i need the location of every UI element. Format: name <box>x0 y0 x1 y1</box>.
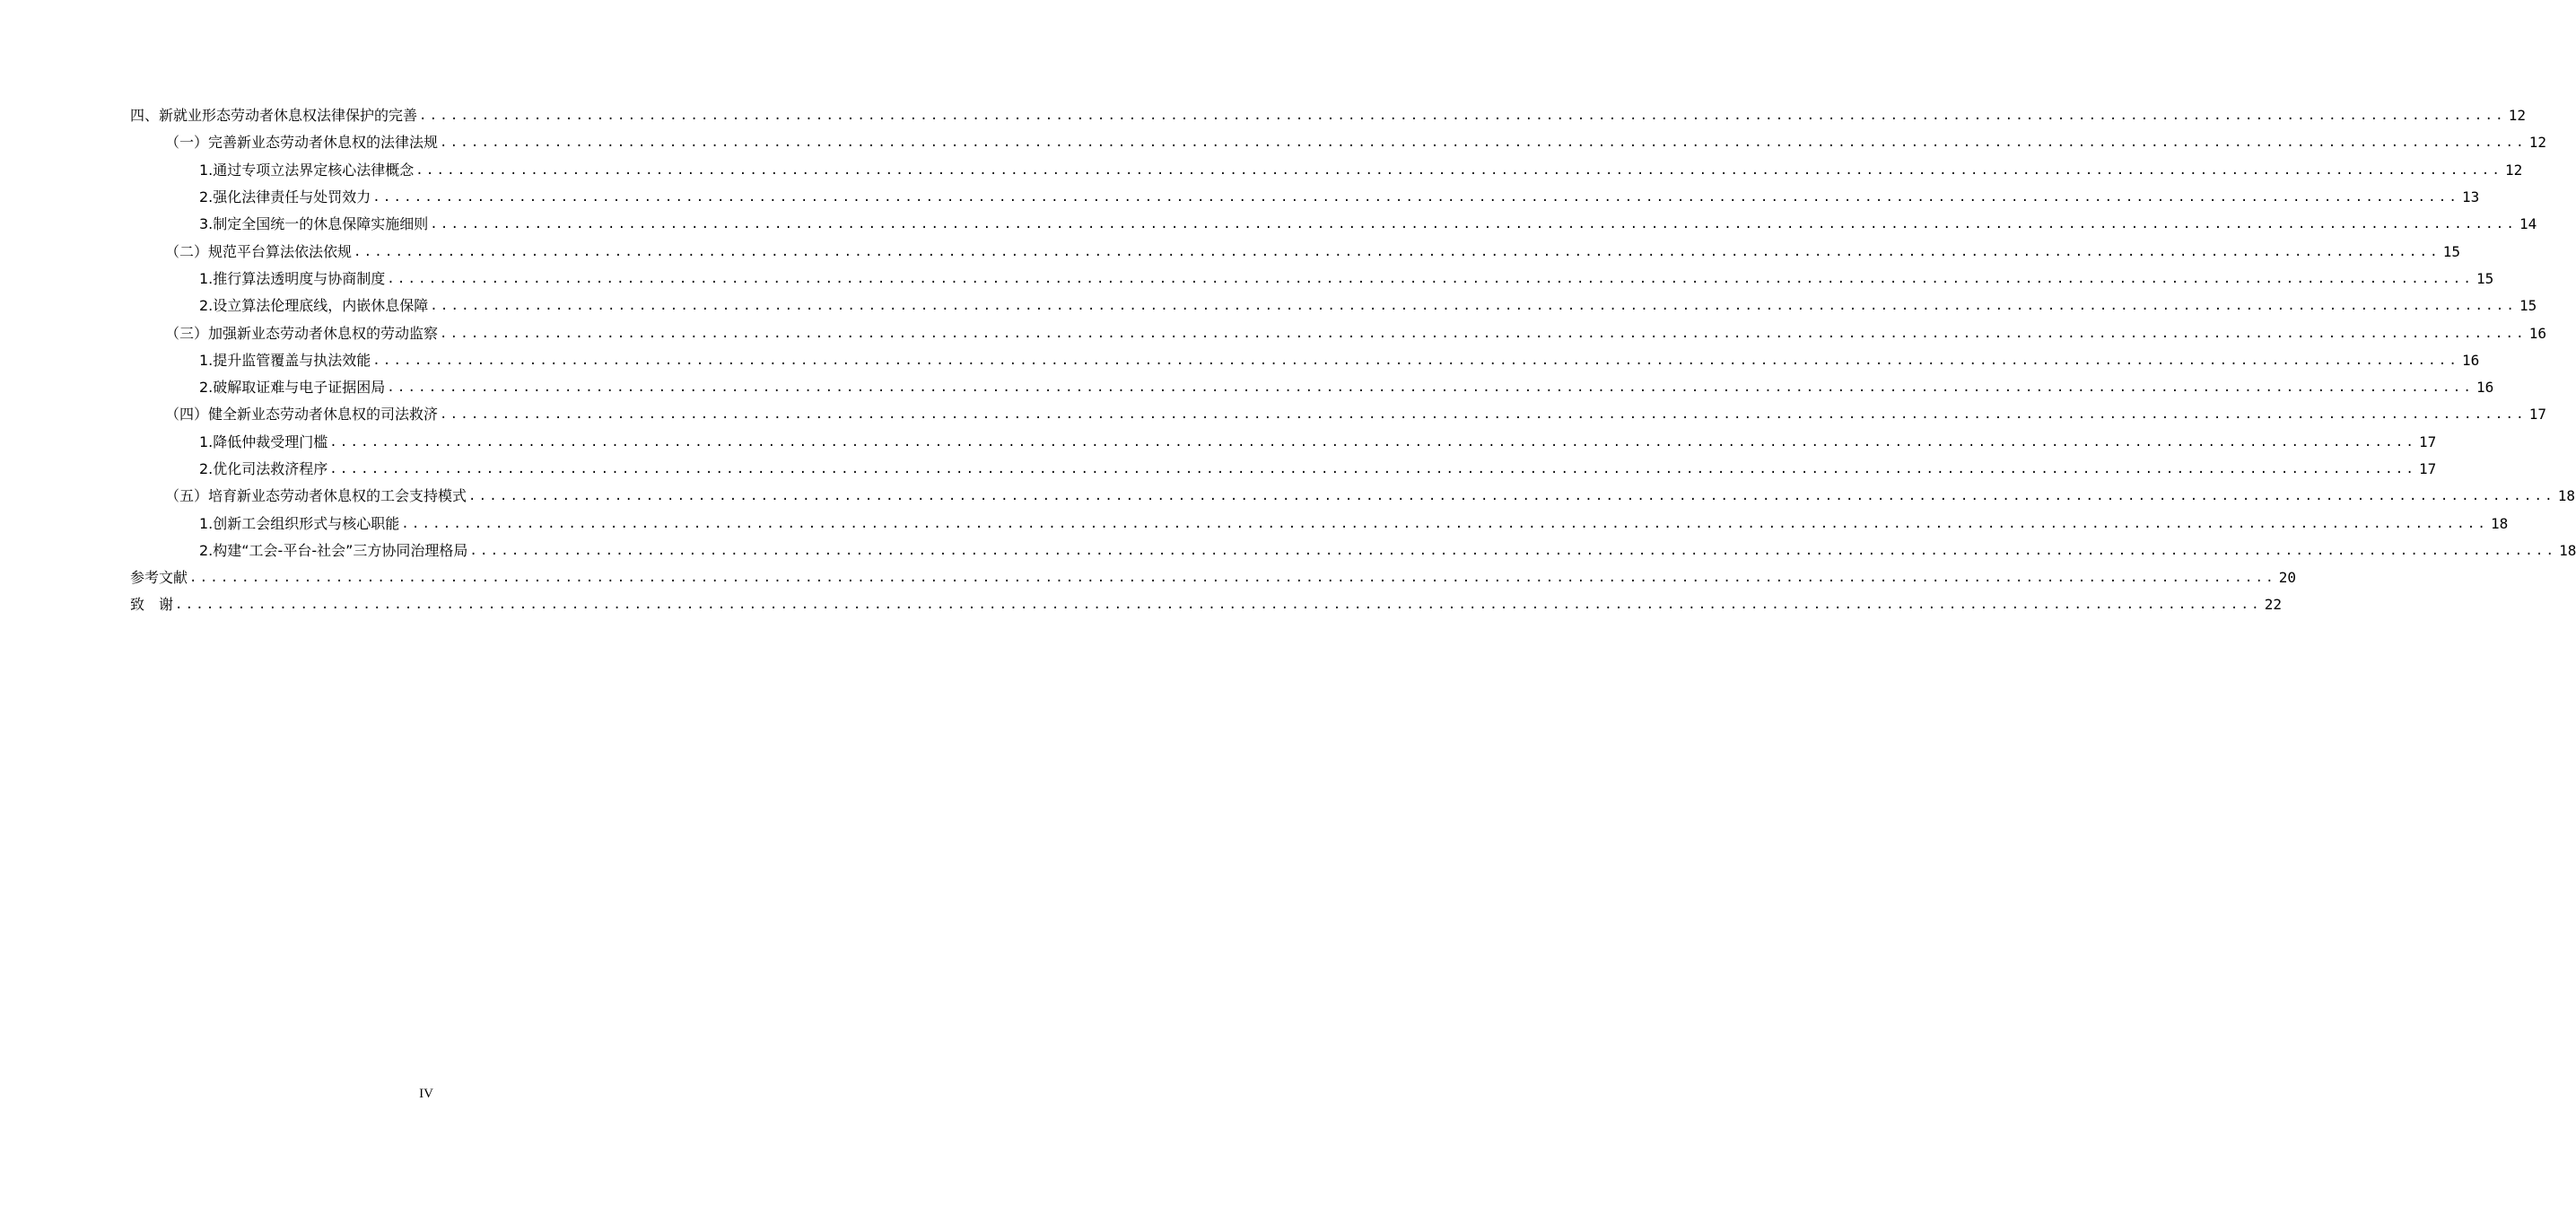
toc-dot-leader: ........................................................................................................................................................................................................ <box>430 299 2518 314</box>
toc-entry-title: 1.推行算法透明度与协商制度 <box>199 269 386 287</box>
toc-entry-title: 1.通过专项立法界定核心法律概念 <box>199 161 415 179</box>
toc-dot-leader: ........................................................................................................................................................................................................ <box>419 109 2506 124</box>
toc-entry-page: 16 <box>2528 324 2547 342</box>
toc-entry-title: （四）健全新业态劳动者休息权的司法救济 <box>165 406 439 424</box>
toc-entry[interactable] <box>0 347 2480 374</box>
toc-entry[interactable] <box>0 456 2437 483</box>
toc-entry-title: 2.破解取证难与电子证据困局 <box>199 379 386 397</box>
toc-dot-leader: ........................................................................................................................................................................................................ <box>372 353 2460 368</box>
toc-entry-title: 2.优化司法救济程序 <box>199 460 328 477</box>
toc-entry[interactable] <box>0 238 2461 265</box>
toc-entry[interactable] <box>0 102 2527 129</box>
toc-entry[interactable] <box>0 266 2494 293</box>
toc-entry[interactable] <box>0 564 2297 591</box>
toc-entry-page: 17 <box>2419 460 2437 477</box>
toc-dot-leader: ........................................................................................................................................................................................................ <box>440 407 2527 423</box>
toc-entry-page: 14 <box>2519 215 2537 233</box>
toc-entry-page: 22 <box>2264 596 2283 614</box>
toc-entry-page: 17 <box>2528 406 2547 424</box>
toc-entry-title: 2.设立算法伦理底线，内嵌休息保障 <box>199 297 429 315</box>
toc-dot-leader: ........................................................................................................................................................................................................ <box>372 190 2460 205</box>
toc-dot-leader: ........................................................................................................................................................................................................ <box>175 598 2262 613</box>
toc-entry-page: 17 <box>2419 433 2437 450</box>
toc-entry-page: 13 <box>2462 188 2480 206</box>
toc-dot-leader: ........................................................................................................................................................................................................ <box>440 135 2527 151</box>
toc-entry-page: 12 <box>2505 161 2523 179</box>
toc-entry-title: （三）加强新业态劳动者休息权的劳动监察 <box>165 324 439 342</box>
toc-dot-leader: ........................................................................................................................................................................................................ <box>401 516 2489 531</box>
toc-entry-page: 20 <box>2278 569 2297 587</box>
toc-entry[interactable] <box>0 293 2537 319</box>
table-of-contents <box>0 102 2576 619</box>
toc-entry[interactable] <box>0 184 2480 211</box>
toc-entry[interactable] <box>0 591 2283 618</box>
toc-entry-page: 15 <box>2519 297 2537 315</box>
toc-entry-page: 15 <box>2476 269 2494 287</box>
toc-dot-leader: ........................................................................................................................................................................................................ <box>329 434 2417 450</box>
toc-entry-title: 参考文献 <box>130 569 188 587</box>
toc-entry[interactable] <box>0 129 2547 156</box>
toc-entry[interactable] <box>0 537 2576 564</box>
toc-dot-leader: ........................................................................................................................................................................................................ <box>415 162 2503 178</box>
toc-entry-title: 1.创新工会组织形式与核心职能 <box>199 514 400 532</box>
toc-entry-title: 1.降低仲裁受理门槛 <box>199 433 328 450</box>
toc-entry[interactable] <box>0 319 2547 346</box>
toc-entry-title: 四、新就业形态劳动者休息权法律保护的完善 <box>130 107 418 125</box>
toc-dot-leader: ........................................................................................................................................................................................................ <box>189 571 2276 586</box>
toc-entry-title: 2.构建“工会-平台-社会”三方协同治理格局 <box>199 541 468 559</box>
toc-dot-leader: ........................................................................................................................................................................................................ <box>468 489 2555 504</box>
toc-entry[interactable] <box>0 510 2509 537</box>
toc-dot-leader: ........................................................................................................................................................................................................ <box>387 271 2475 286</box>
toc-entry-page: 12 <box>2528 134 2547 152</box>
toc-dot-leader: ........................................................................................................................................................................................................ <box>469 543 2557 558</box>
toc-entry-title: 3.制定全国统一的休息保障实施细则 <box>199 215 429 233</box>
toc-entry-title: （五）培育新业态劳动者休息权的工会支持模式 <box>165 487 467 505</box>
toc-entry-page: 16 <box>2476 379 2494 397</box>
toc-dot-leader: ........................................................................................................................................................................................................ <box>329 462 2417 476</box>
toc-entry-page: 18 <box>2491 514 2509 532</box>
toc-entry[interactable] <box>0 157 2523 184</box>
toc-entry-page: 12 <box>2508 107 2527 125</box>
toc-entry[interactable] <box>0 483 2576 510</box>
toc-entry-title: 致 谢 <box>130 596 174 614</box>
toc-dot-leader: ........................................................................................................................................................................................................ <box>387 380 2475 396</box>
toc-entry-page: 15 <box>2442 242 2461 260</box>
toc-entry[interactable] <box>0 211 2537 238</box>
toc-dot-leader: ........................................................................................................................................................................................................ <box>440 326 2527 341</box>
toc-dot-leader: ........................................................................................................................................................................................................ <box>354 244 2441 259</box>
toc-entry-title: （二）规范平台算法依法依规 <box>165 242 353 260</box>
toc-dot-leader: ........................................................................................................................................................................................................ <box>430 217 2518 232</box>
toc-entry-page: 16 <box>2462 351 2480 369</box>
toc-entry[interactable] <box>0 374 2494 401</box>
toc-entry[interactable] <box>0 429 2437 456</box>
page-number: IV <box>419 1087 433 1101</box>
toc-entry-title: （一）完善新业态劳动者休息权的法律法规 <box>165 134 439 152</box>
toc-entry-title: 2.强化法律责任与处罚效力 <box>199 188 371 206</box>
toc-entry[interactable] <box>0 401 2547 428</box>
toc-entry-title: 1.提升监管覆盖与执法效能 <box>199 351 371 369</box>
toc-entry-page: 18 <box>2559 541 2576 559</box>
toc-entry-page: 18 <box>2557 487 2576 505</box>
